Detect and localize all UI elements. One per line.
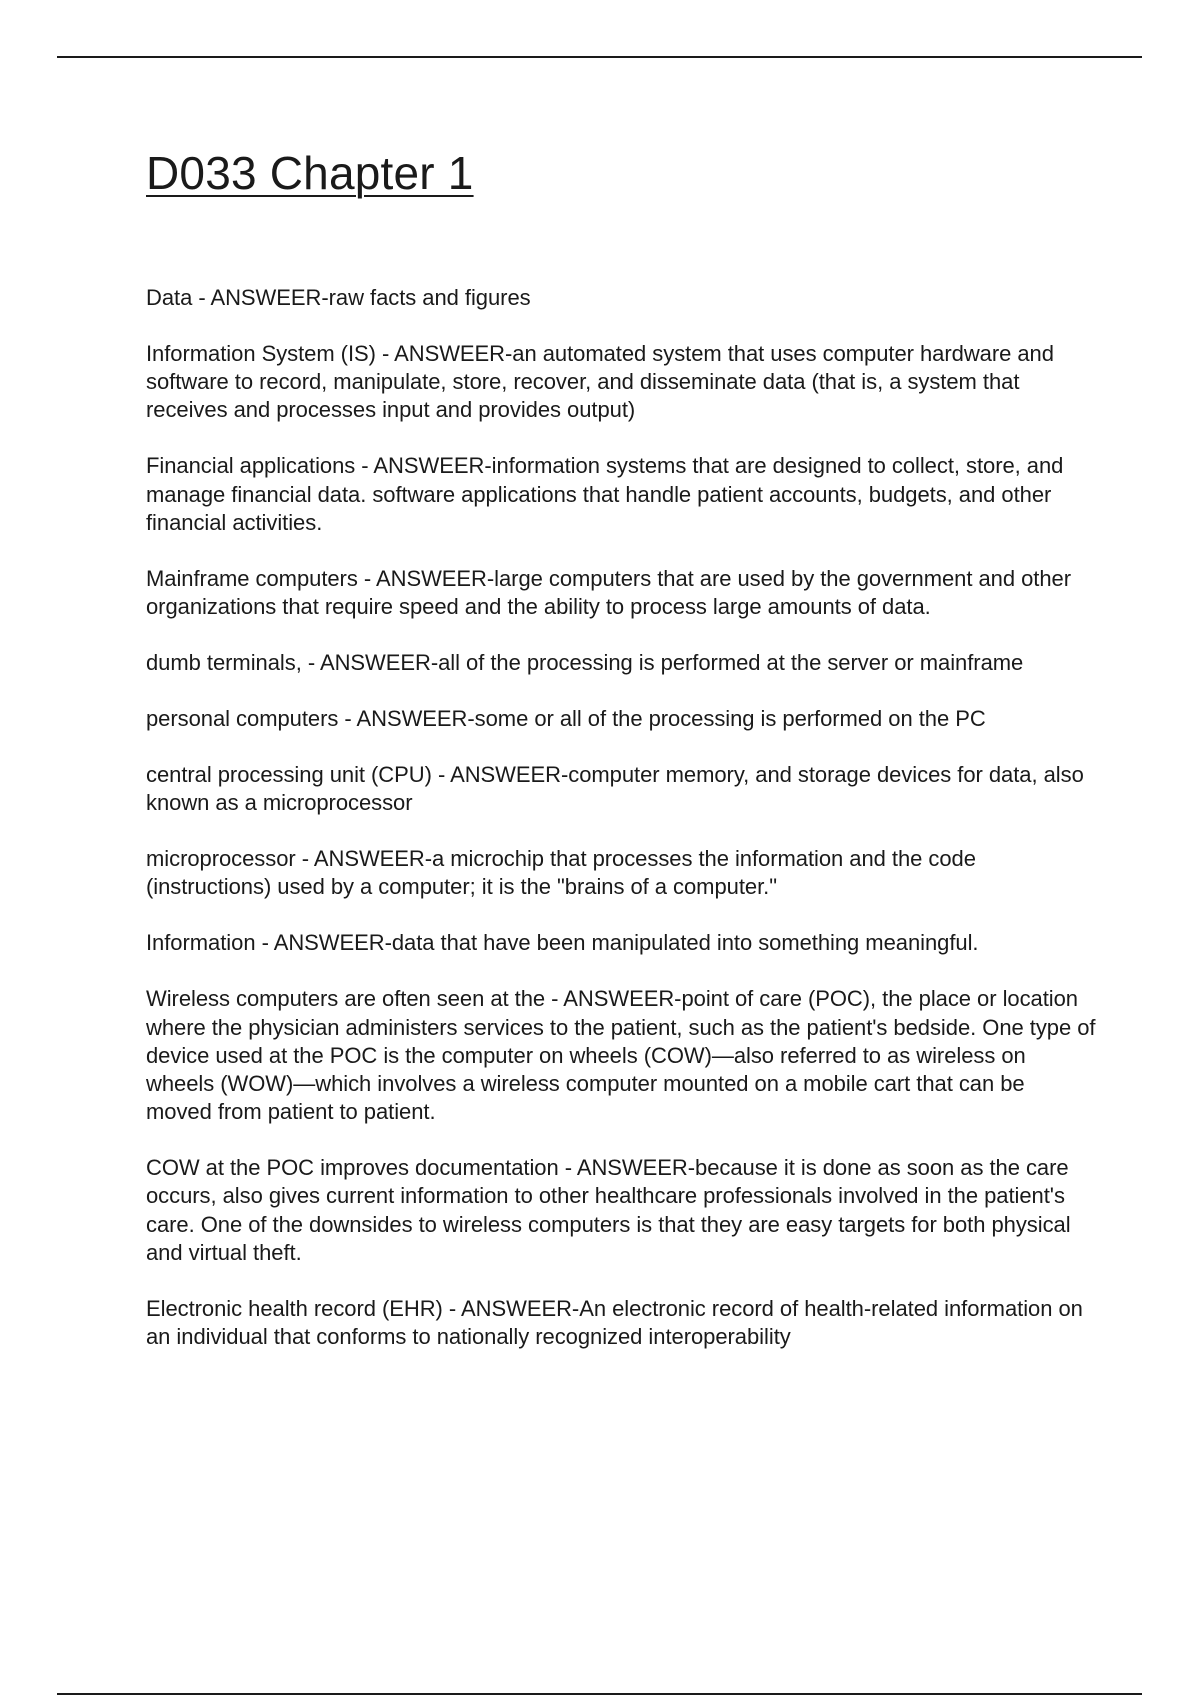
list-item (146, 649, 1096, 677)
entry-term: Electronic health record (EHR) (146, 1295, 443, 1321)
entry-term: Data (146, 285, 193, 310)
entry-separator: - ANSWEER- (431, 762, 569, 788)
list-item (146, 1154, 1096, 1267)
list-item (146, 761, 1096, 817)
list-item (146, 284, 1096, 312)
entry-term: Financial applications (146, 453, 356, 479)
entry-answer: an automated system that uses computer hardware and software to record, manipulate, store, recover, and disseminate data (that is, a system that receives and processes input and provides output) (146, 341, 1054, 423)
entry-separator: - ANSWEER- (301, 650, 439, 676)
entry-term: Information System (IS) (146, 341, 376, 366)
list-item (146, 565, 1096, 621)
list-item (146, 929, 1096, 957)
entry-term: Mainframe computers (146, 565, 358, 591)
entry-term: dumb terminals, (146, 650, 302, 676)
entry-separator: - ANSWEER- (442, 1295, 580, 1321)
list-item (146, 985, 1096, 1126)
entry-term: central processing unit (CPU) (146, 762, 432, 788)
entry-term: personal computers (146, 706, 339, 732)
entry-answer: large computers that are used by the government and other organizations that require speed and the ability to process large amounts of data. (146, 565, 1071, 620)
entry-answer: all of the processing is performed at the server or mainframe (438, 650, 1024, 676)
entry-term: Wireless computers are often seen at the (146, 986, 546, 1012)
entry-answer: information systems that are designed to collect, store, and manage financial data. software applications that handle patient accounts, budgets, and other financial activities. (146, 453, 1064, 535)
entry-separator: - ANSWEER- (192, 285, 329, 310)
flashcard-list (146, 284, 1096, 1379)
list-item (146, 845, 1096, 901)
list-item (146, 1295, 1096, 1351)
entry-term: COW at the POC improves documentation (146, 1155, 559, 1181)
list-item (146, 452, 1096, 537)
entry-term: microprocessor (146, 846, 296, 872)
entry-separator: - ANSWEER- (375, 341, 513, 366)
entry-answer: data that have been manipulated into something meaningful. (391, 930, 979, 956)
entry-answer: some or all of the processing is performed on the PC (474, 706, 986, 732)
entry-separator: - ANSWEER- (295, 846, 433, 872)
entry-separator: - ANSWEER- (357, 565, 495, 591)
entry-answer: An electronic record of health-related information on an individual that conforms to nationally recognized interoperability (146, 1295, 1083, 1350)
entry-answer: raw facts and figures (328, 285, 531, 310)
bottom-rule (57, 1693, 1142, 1695)
entry-answer: computer memory, and storage devices for data, also known as a microprocessor (146, 762, 1084, 816)
page-title: D033 Chapter 1 (146, 147, 474, 199)
list-item (146, 705, 1096, 733)
entry-separator: - ANSWEER- (545, 986, 682, 1012)
entry-answer: because it is done as soon as the care occurs, also gives current information to other healthcare professionals involved in the patient's care. One of the downsides to wireless computers is that they are easy targets for both physical and virtual theft. (146, 1155, 1071, 1265)
entry-separator: - ANSWEER- (338, 706, 475, 732)
entry-answer: a microchip that processes the information and the code (instructions) used by a computer; it is the "brains of a computer." (146, 846, 976, 900)
entry-answer: point of care (POC), the place or location where the physician administers services to the patient, such as the patient's bedside. One type of device used at the POC is the computer on wheels (COW)—also referred to as wireless on wheels (WOW)—which involves a wireless computer mounted on a mobile cart that can be moved from patient to patient. (146, 986, 1096, 1125)
entry-separator: - ANSWEER- (558, 1155, 696, 1181)
entry-separator: - ANSWEER- (355, 453, 492, 479)
entry-separator: - ANSWEER- (255, 930, 392, 956)
list-item (146, 340, 1096, 425)
top-rule (57, 56, 1142, 58)
entry-term: Information (146, 930, 256, 956)
